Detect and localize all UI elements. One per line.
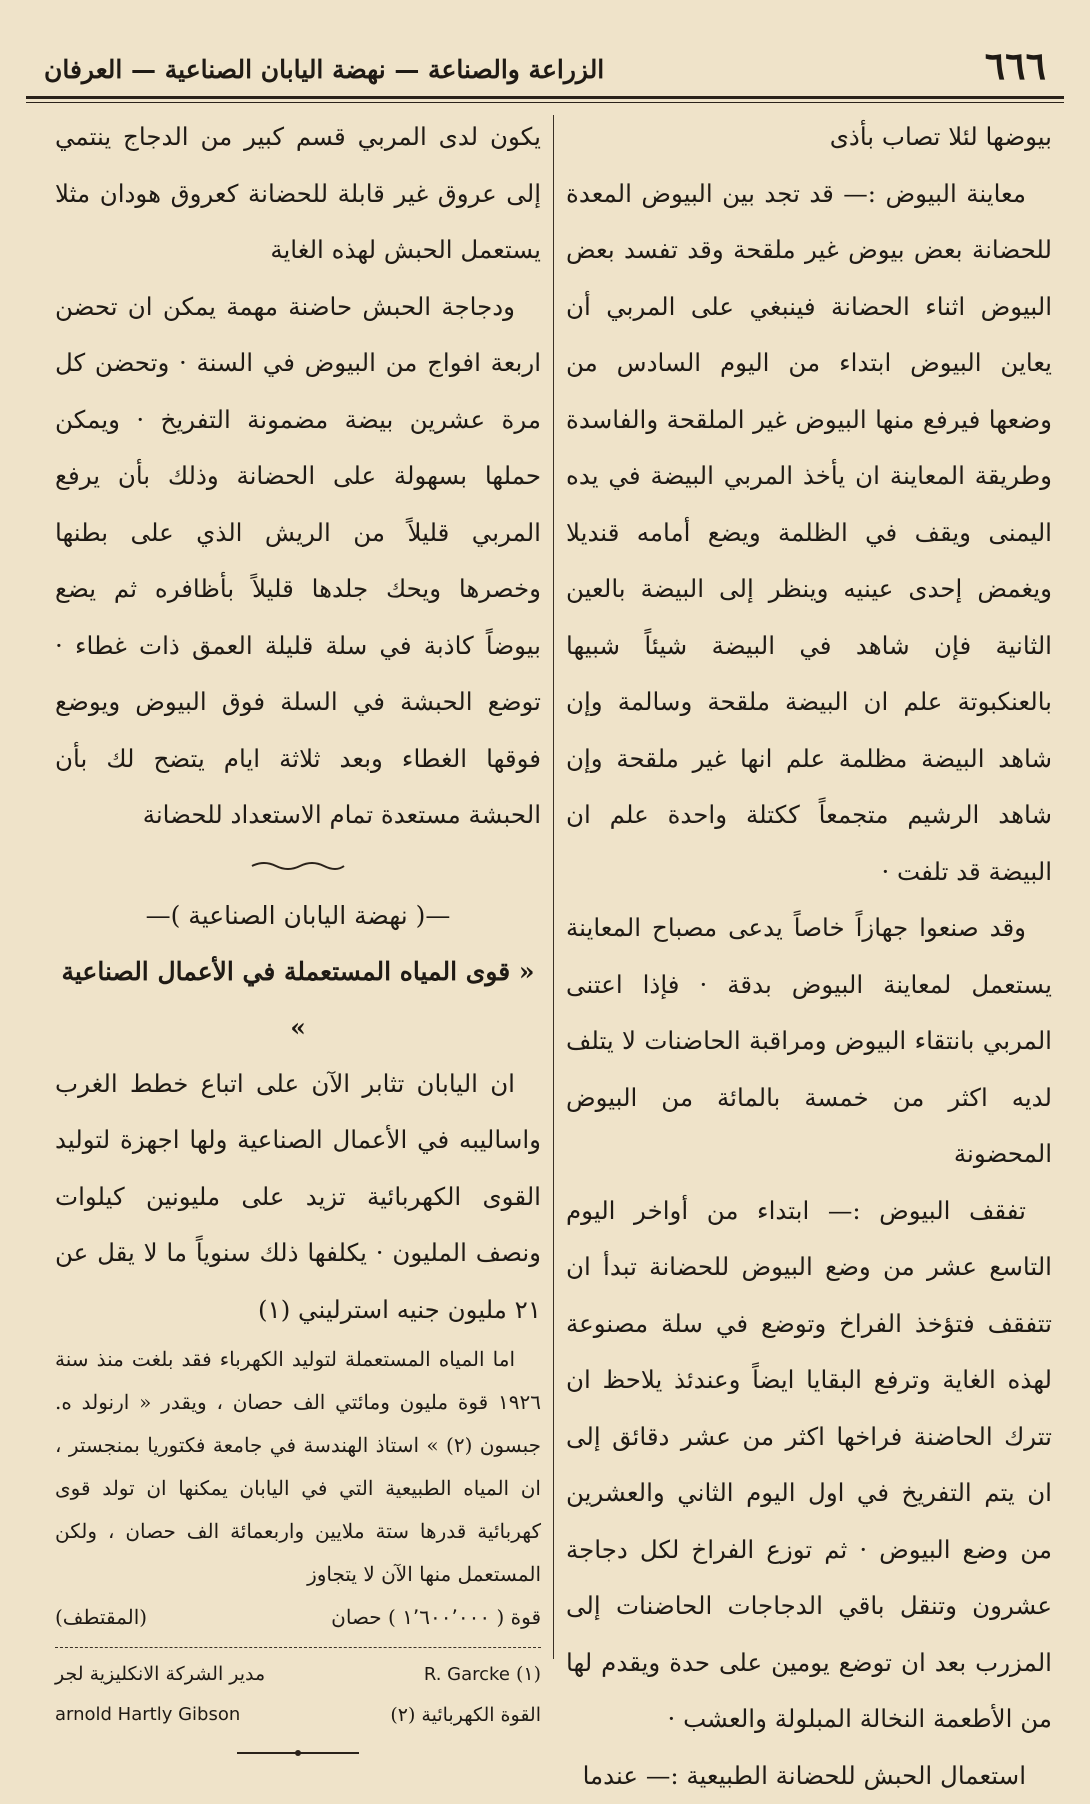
paragraph: وقد صنعوا جهازاً خاصاً يدعى مصباح المعاينة يستعمل لمعاينة البيوض بدقة · فإذا اعتنى المربي بانتقاء البيوض ومراقبة الحاضنات لا يتلف لديه اكثر من خمسة بالمائة من البيوض المحضونة <box>566 900 1052 1183</box>
page-header <box>26 28 1064 88</box>
bottom-ornament <box>55 1735 541 1771</box>
column-divider <box>553 115 554 1659</box>
left-column <box>43 109 553 1689</box>
paragraph: تفقف البيوض :— ابتداء من أواخر اليوم التاسع عشر من وضع البيوض للحضانة تبدأ ان تتفقف فتؤخذ الفراخ وتوضع في سلة مصنوعة لهذه الغاية وترفع البقايا ايضاً وعندئذ يلاحظ ان تترك الحاضنة فراخها اكثر من عشر دقائق إلى ان يتم التفريخ في اول اليوم الثاني والعشرين من وضع البيوض · ثم توزع الفراخ لكل دجاجة عشرون وتنقل باقي الدجاجات الحاضنات إلى المزرب بعد ان توضع يومين على حدة ويقدم لها من الأطعمة النخالة المبلولة والعشب · <box>566 1183 1052 1748</box>
footnote-2 <box>55 1695 541 1735</box>
section-ornament <box>55 844 541 888</box>
small-paragraph: اما المياه المستعملة لتوليد الكهرباء فقد بلغت منذ سنة ١٩٢٦ قوة مليون ومائتي الف حصان ، ويقدر « ارنولد ه. جبسون (٢) » استاذ الهندسة في جامعة فكتوريا بمنجستر ، ان المياه الطبيعية التي في اليابان يمكنها ان تولد قوى كهربائية قدرها ستة ملايين واربعمائة الف حصان ، ولكن المستعمل منها الآن لا يتجاوز <box>55 1338 541 1596</box>
footnote-marker: (٢) <box>390 1704 415 1726</box>
running-title: الزراعة والصناعة — نهضة اليابان الصناعية — العرفان <box>44 55 604 88</box>
paragraph: استعمال الحبش للحضانة الطبيعية :— عندما <box>566 1748 1052 1804</box>
footnote-latin: arnold Hartly Gibson <box>55 1695 240 1735</box>
source-label: (المقتطف) <box>55 1596 147 1639</box>
header-rule <box>26 96 1064 99</box>
footnote-1 <box>55 1654 541 1695</box>
footnote-marker: (١) <box>516 1663 541 1685</box>
wave-ornament-icon <box>250 859 346 873</box>
paragraph: معاينة البيوض :— قد تجد بين البيوض المعدة للحضانة بعض بيوض غير ملقحة وقد تفسد بعض البيوض اثناء الحضانة فينبغي على المربي أن يعاين البيوض ابتداء من اليوم السادس من وضعها فيرفع منها البيوض غير الملقحة والفاسدة وطريقة المعاينة ان يأخذ المربي البيضة في يده اليمنى ويقف في الظلمة ويضع أمامه قنديلا ويغمض إحدى عينيه وينظر إلى البيضة بالعين الثانية فإن شاهد في البيضة شيئاً شبيها بالعنكبوتة علم ان البيضة ملقحة وسالمة وإن شاهد البيضة مظلمة علم انها غير ملقحة وإن شاهد الرشيم متجمعاً ككتلة واحدة علم ان البيضة قد تلفت · <box>566 166 1052 901</box>
two-column-body <box>26 109 1064 1689</box>
paragraph: يكون لدى المربي قسم كبير من الدجاج ينتمي إلى عروق غير قابلة للحضانة كعروق هودان مثلا يستعمل الحبش لهذه الغاية <box>55 109 541 279</box>
paragraph: بيوضها لئلا تصاب بأذى <box>566 109 1052 166</box>
page-number: ٦٦٦ <box>985 43 1046 88</box>
footnote-text: مدير الشركة الانكليزية لجر <box>55 1654 265 1695</box>
divider-ornament-icon <box>233 1746 363 1760</box>
small-print-block <box>55 1338 541 1639</box>
footnote-text: القوة الكهربائية <box>421 1704 541 1726</box>
paragraph: ودجاجة الحبش حاضنة مهمة يمكن ان تحضن اربعة افواج من البيوض في السنة · وتحضن كل مرة عشرين بيضة مضمونة التفريخ · ويمكن حملها بسهولة على الحضانة وذلك بأن يرفع المربي قليلاً من الريش الذي على بطنها وخصرها ويحك جلدها قليلاً بأظافره ثم يضع بيوضاً كاذبة في سلة قليلة العمق ذات غطاء · توضع الحبشة في السلة فوق البيوض ويوضع فوقها الغطاء وبعد ثلاثة ايام يتضح لك بأن الحبشة مستعدة تمام الاستعداد للحضانة <box>55 279 541 844</box>
right-column <box>554 109 1064 1689</box>
footnote-rule <box>55 1647 541 1648</box>
section-title: —( نهضة اليابان الصناعية )— <box>55 888 541 944</box>
header-rule-thin <box>26 102 1064 103</box>
footnote-latin: R. Garcke <box>424 1664 510 1685</box>
power-figure: قوة ( ١٬٦٠٠٬٠٠٠ ) حصان <box>331 1596 541 1639</box>
article-subtitle: « قوى المياه المستعملة في الأعمال الصناعية » <box>55 944 541 1056</box>
source-line <box>55 1596 541 1639</box>
paragraph: ان اليابان تثابر الآن على اتباع خطط الغرب واساليبه في الأعمال الصناعية ولها اجهزة لتوليد القوى الكهربائية تزيد على مليونين كيلوات ونصف المليون · يكلفها ذلك سنوياً ما لا يقل عن ٢١ مليون جنيه استرليني (١) <box>55 1056 541 1339</box>
